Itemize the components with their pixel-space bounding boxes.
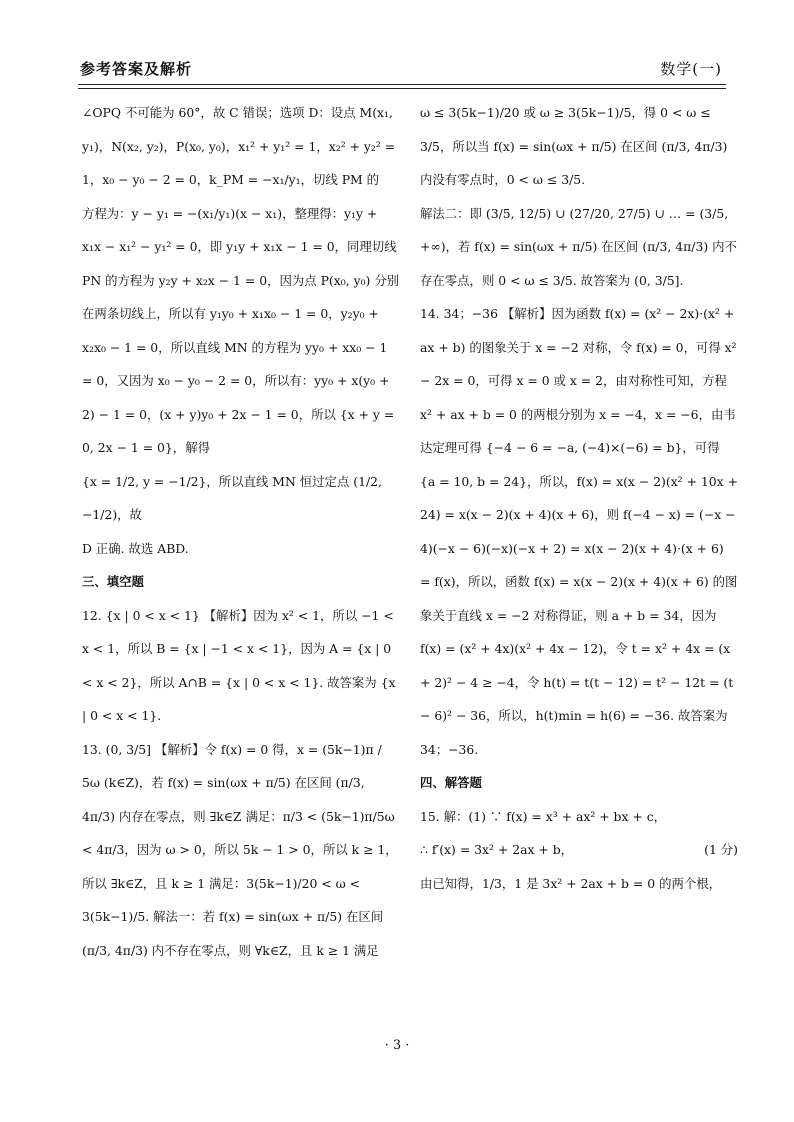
page-number: · 3 · (384, 1038, 410, 1053)
answer-abd: D 正确. 故选 ABD. (82, 540, 189, 556)
question-12-solution: 12. {x | 0 < x < 1} 【解析】因为 x² < 1，所以 −1 < x < 1，所以 B = {x | −1 < x < 1}，因为 A = {x | 0 < x < 2}，所以 A∩B = {x | 0 < x < 1}. 故答案为 {x | 0 < x < 1}. (82, 607, 396, 723)
fixed-point-result: {x = 1/2, y = −1/2}，所以直线 MN 恒过定点 (1/2, −1/2)，故 (82, 473, 382, 522)
right-column (420, 96, 738, 900)
tangent-derivation: 方程为：y − y₁ = −(x₁/y₁)(x − x₁)，整理得：y₁y + x₁x − x₁² − y₁² = 0，即 y₁y + x₁x − 1 = 0，同理切线 PN 的方程为 y₂y + x₂x − 1 = 0，因为点 P(x₀, y₀) 分别在两条切线上，所以有 y₁y₀ + x₁x₀ − 1 = 0，y₂y₀ + x₂x₀ − 1 = 0，所以直线 MN 的方程为 yy₀ + xx₀ − 1 = 0，又因为 x₀ − y₀ − 2 = 0，所以有：yy₀ + x(y₀ + 2) − 1 = 0，(x + y)y₀ + 2x − 1 = 0，所以 {x + y = 0, 2x − 1 = 0}，解得 (82, 205, 400, 455)
section-answer-title: 四、解答题 (420, 775, 482, 790)
question-15-line-2 (420, 833, 738, 867)
question-15-line-1: 15. 解：(1) ∵ f(x) = x³ + ax² + bx + c， (420, 808, 667, 824)
score-label: (1 分) (704, 842, 738, 857)
left-column (82, 96, 400, 967)
question-13-method-2: 解法二：即 (3/5, 12/5) ∪ (27/20, 27/5) ∪ … = (3/5, +∞)，若 f(x) = sin(ωx + π/5) 在区间 (π/3, 4π/3) 内不存在零点，则 0 < ω ≤ 3/5. 故答案为 (0, 3/5]. (420, 205, 737, 288)
question-14-solution: 14. 34；−36 【解析】因为函数 f(x) = (x² − 2x)·(x² + ax + b) 的图象关于 x = −2 对称，令 f(x) = 0，可得 x² − 2x = 0，可得 x = 0 或 x = 2，由对称性可知，方程 x² + ax + b = 0 的两根分别为 x = −4，x = −6，由韦达定理可得 {−4 − 6 = −a, (−4)×(−6) = b}，可得 {a = 10, b = 24}，所以，f(x) = x(x − 2)(x² + 10x + 24) = x(x − 2)(x + 4)(x + 6)，则 f(−4 − x) = (−x − 4)(−x − 6)(−x)(−x + 2) = x(x − 2)(x + 4)·(x + 6) = f(x)，所以，函数 f(x) = x(x − 2)(x + 4)(x + 6) 的图象关于直线 x = −2 对称得证，则 a + b = 34，因为 f(x) = (x² + 4x)(x² + 4x − 12)，令 t = x² + 4x = (x + 2)² − 4 ≥ −4，令 h(t) = t(t − 12) = t² − 12t = (t − 6)² − 36，所以，h(t)min = h(6) = −36. 故答案为 34；−36. (420, 306, 738, 757)
question-13-solution: 13. (0, 3/5] 【解析】令 f(x) = 0 得，x = (5k−1)π / 5ω (k∈Z)，若 f(x) = sin(ωx + π/5) 在区间 (π/3, 4π/3) 内存在零点，则 ∃k∈Z 满足：π/3 < (5k−1)π/5ω < 4π/3，因为 ω > 0，所以 5k − 1 > 0，所以 k ≥ 1，所以 ∃k∈Z，且 k ≥ 1 满足：3(5k−1)/20 < ω < 3(5k−1)/5. 解法一：若 f(x) = sin(ωx + π/5) 在区间 (π/3, 4π/3) 内不存在零点，则 ∀k∈Z，且 k ≥ 1 满足 (82, 741, 398, 958)
section-fill-in-title: 三、填空题 (82, 574, 144, 589)
header-rule-thick (78, 84, 726, 85)
header-right-title: 数学(一) (660, 60, 722, 78)
question-15-line-3: 由已知得，1/3，1 是 3x² + 2ax + b = 0 的两个根， (420, 875, 722, 891)
header-rule-thin (78, 88, 726, 89)
option-d-setup: ∠OPQ 不可能为 60°，故 C 错误；选项 D：设点 M(x₁, y₁)，N(x₂, y₂)，P(x₀, y₀)，x₁² + y₁² = 1，x₂² + y₂² = 1，x₀ − y₀ − 2 = 0，k_PM = −x₁/y₁，切线 PM 的 (82, 105, 396, 187)
header-left-title: 参考答案及解析 (80, 60, 193, 78)
question-13-method-1-cont: ω ≤ 3(5k−1)/20 或 ω ≥ 3(5k−1)/5，得 0 < ω ≤ 3/5，所以当 f(x) = sin(ωx + π/5) 在区间 (π/3, 4π/3) 内没有零点时，0 < ω ≤ 3/5. (420, 105, 728, 187)
derivative-expression: ∴ f′(x) = 3x² + 2ax + b， (420, 842, 574, 857)
